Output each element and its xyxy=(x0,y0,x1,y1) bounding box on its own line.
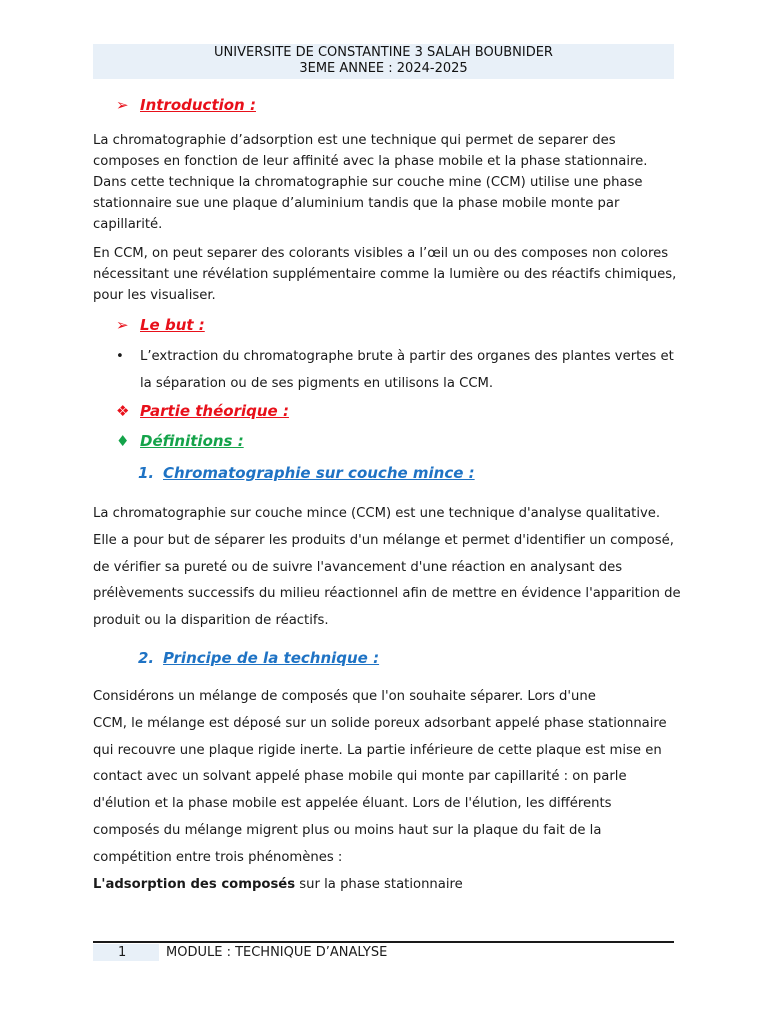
heading-chromatographie-text: Chromatographie sur couche mince : xyxy=(163,464,475,482)
heading-introduction-text: Introduction : xyxy=(140,96,256,114)
diamond-bullet-icon: ♦ xyxy=(116,432,130,450)
principe-line: CCM, le mélange est déposé sur un solide poreux adsorbant appelé phase stationnaire xyxy=(93,715,667,731)
intro-paragraph-1: La chromatographie d’adsorption est une technique qui permet de separer des composes en fonction de leur affinité avec la phase mobile et la phase stationnaire. Dans cette technique la chromatographie sur couche mine (CCM) utilise une phase stationnaire sue une plaque d’aluminium tandis que la phase mobile monte par capillarité. xyxy=(93,133,648,232)
arrow-bullet-icon: ➢ xyxy=(116,96,129,114)
list-item xyxy=(116,343,681,397)
chromatographie-paragraph: La chromatographie sur couche mince (CCM) est une technique d'analyse qualitative. Elle a pour but de séparer les produits d'un mélange et permet d'identifier un composé, de vérifier sa pureté ou de suivre l'avancement d'une réaction en analysant des prélèvements successifs du milieu réactionnel afin de mettre en évidence l'apparition de produit ou la disparition de réactifs. xyxy=(93,506,681,629)
principe-paragraph xyxy=(93,684,683,872)
principe-line: composés du mélange migrent plus ou moins haut sur la plaque du fait de la xyxy=(93,822,602,838)
heading-introduction xyxy=(116,96,256,114)
but-bullet-text: L’extraction du chromatographe brute à partir des organes des plantes vertes et la séparation ou de ses pigments en utilisons la CCM. xyxy=(140,349,674,391)
header-year: 3EME ANNEE : 2024-2025 xyxy=(299,61,468,76)
adsorption-bold: L'adsorption des composés xyxy=(93,877,296,892)
principe-line: contact avec un solvant appelé phase mobile qui monte par capillarité : on parle xyxy=(93,769,627,785)
heading-number: 1. xyxy=(138,464,155,482)
principe-line: compétition entre trois phénomènes : xyxy=(93,849,343,865)
heading-number: 2. xyxy=(138,649,155,667)
heading-principe-text: Principe de la technique : xyxy=(163,649,380,667)
heading-but-text: Le but : xyxy=(140,316,205,334)
footer-divider xyxy=(93,941,674,943)
intro-paragraph-2: En CCM, on peut separer des colorants visibles a l’œil un ou des composes non colores nécessitant une révélation supplémentaire comme la lumière ou des réactifs chimiques, pour les visualiser. xyxy=(93,246,677,303)
footer-page-number: 1 xyxy=(118,945,127,960)
heading-but xyxy=(116,316,205,334)
principe-line: qui recouvre une plaque rigide inerte. La partie inférieure de cette plaque est mise en xyxy=(93,742,662,758)
heading-partie-theorique xyxy=(116,402,289,420)
arrow-bullet-icon: ➢ xyxy=(116,316,129,334)
principe-line: d'élution et la phase mobile est appelée éluant. Lors de l'élution, les différents xyxy=(93,796,612,812)
heading-chromatographie xyxy=(138,464,475,482)
adsorption-line xyxy=(93,876,683,894)
diamond-cluster-icon: ❖ xyxy=(116,402,130,420)
principe-line: Considérons un mélange de composés que l'on souhaite séparer. Lors d'une xyxy=(93,689,596,704)
bullet-dot-icon: • xyxy=(116,349,124,364)
heading-partie-theorique-text: Partie théorique : xyxy=(140,402,289,420)
heading-definitions xyxy=(116,432,244,450)
page-header xyxy=(93,44,674,79)
footer-module: MODULE : TECHNIQUE D’ANALYSE xyxy=(166,945,388,960)
header-university: UNIVERSITE DE CONSTANTINE 3 SALAH BOUBNIDER xyxy=(214,45,553,60)
adsorption-rest: sur la phase stationnaire xyxy=(295,877,463,892)
heading-definitions-text: Définitions : xyxy=(140,432,244,450)
heading-principe xyxy=(138,649,379,667)
